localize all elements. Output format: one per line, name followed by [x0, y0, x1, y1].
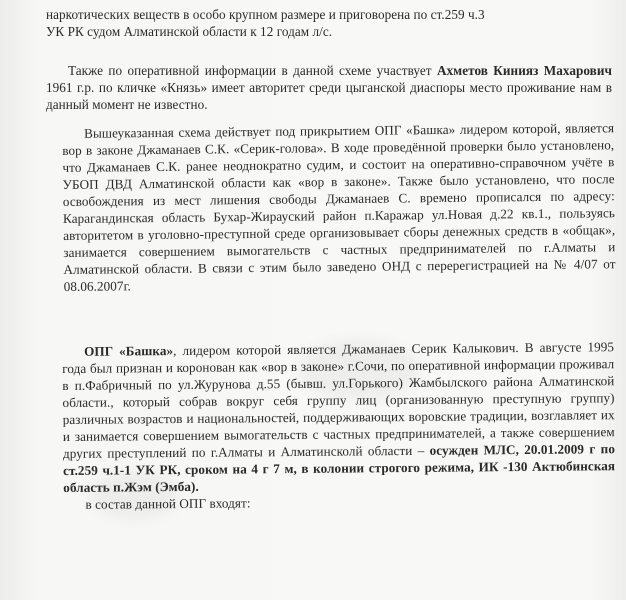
paragraph-scheme-cover: [62, 119, 616, 295]
members-line: в состав данной ОПГ входят:: [85, 495, 251, 512]
person-name-bold: Ахметов Кинияз Махарович: [436, 63, 612, 78]
paragraph-text: Вышеуказанная схема действует под прикрытием ОПГ «Башка» лидером которой, является вор в законе Джаманаев С.К. «Серик-голова». В ходе проведённой проверки было установлено, что Джаманаев С.К. ранее неоднократно судим, и состоит на оперативно-справочном учёте в УБОП ДВД Алматинской области как «вор в законе». Также было установлено, что после освобождения из мест лишения свободы Джаманаев С. времено прописался по адресу: Карагандинская область Бухар-Жирауский район п.Каражар ул.Новая д.22 кв.1., пользуясь авторитетом в уголовно-преступной среде организовывает сборы денежных средств в «общак», занимается совершением вымогательств с частных предпринимателей по г.Алматы и Алматинской области. В связи с этим было заведено ОНД с перерегистрацией на № 4/07 от 08.06.2007г.: [62, 120, 616, 294]
paragraph-lead: , лидером которой является Джаманаев Серик Калыкович.: [173, 340, 519, 359]
paragraph-akhmetov: [46, 62, 612, 113]
verdict-bold: осужден МЛС, 20.01.2009 г по ст.259 ч.1-1 УК РК, сроком на 4 г 7 м, в колонии строгого режима, ИК -130 Актюбинская область п.Жэм (Эмба).: [63, 441, 616, 495]
paragraph-opg-bashka: [62, 338, 615, 513]
paragraph-intro: Также по оперативной информации в данной схеме участвует: [68, 63, 432, 78]
text-line: УК РК судом Алматинской области к 12 годам л/с.: [46, 24, 333, 39]
group-name-bold: ОПГ «Башка»: [84, 343, 174, 359]
paragraph-text: В августе 1995 года был признан и коронован как «вор в законе» г.Сочи, по оперативной информации проживал в п.Фабричный по ул.Журунова д.55 (бывш. ул.Горького) Жамбылского района Алматинской области., который собрав вокруг себя группу лиц (организованную преступную группу) различных возрастов и национальностей, поддерживающих воровские традиции, возглавляет их и занимается совершением вымогательств с частных предпринимателей, а также совершением других преступлений по г.Алматы и Алматинсколй области –: [62, 339, 615, 461]
paragraph-text: 1961 г.р. по кличке «Князь» имеет авторитет среди цыганской диаспоры место проживание нам в данный момент не известно.: [46, 80, 612, 112]
text-line: наркотических веществ в особо крупном размере и приговорена по ст.259 ч.3: [46, 7, 485, 22]
paragraph-conviction-continuation: [46, 6, 612, 40]
